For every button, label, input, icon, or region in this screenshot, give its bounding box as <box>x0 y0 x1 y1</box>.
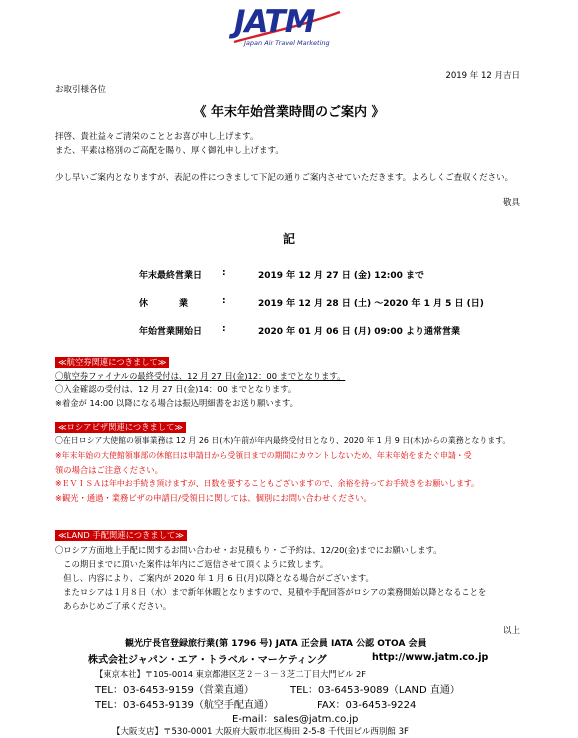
land-line-4: またロシアは１月８日（水）まで新年休暇となりますので、見積や手配回答がロシアの業務開始以降となることを <box>55 587 487 597</box>
addressee: お取引様各位 <box>55 85 107 95</box>
section-heading-visa: ≪ロシアビザ関連につきまして≫ <box>55 422 186 433</box>
land-line-3: 但し、内容により、ご案内が 2020 年 1 月 6 日(月)以降となる場合がございます。 <box>55 573 374 583</box>
schedule-colon: : <box>222 268 226 278</box>
company-name: 株式会社ジャパン・エア・トラベル・マーケティング <box>88 655 327 666</box>
intro-line-1: 拝啓、貴社益々ご清栄のこととお喜び申し上げます。 <box>55 132 259 142</box>
logo-wordmark: JATM <box>234 4 315 40</box>
schedule-label-last-day: 年末最終営業日 <box>139 271 203 281</box>
land-line-1: 〇ロシア方面地上手配に関するお問い合わせ・お見積もり・ご予約は、12/20(金)までにお願いします。 <box>55 545 442 555</box>
yijo: 以上 <box>502 626 520 636</box>
schedule-colon: : <box>222 296 226 306</box>
fax: FAX：03-6453-9224 <box>317 700 417 711</box>
jatm-logo <box>232 6 344 50</box>
schedule-label-closed: 休 業 <box>139 299 190 309</box>
email[interactable]: E-mail：sales@jatm.co.jp <box>232 714 359 725</box>
schedule-value-last-day: 2019 年 12 月 27 日 (金) 12:00 まで <box>258 271 425 281</box>
ki-heading: 記 <box>282 232 295 246</box>
visa-line-1: 〇在日ロシア大使館の領事業務は 12 月 26 日(木)午前が年内最終受付日となり、2020 年 1 月 9 日(木)からの業務となります。 <box>55 436 511 445</box>
air-line-2: 〇入金確認の受付は、12 月 27 日(金)14：00 までとなります。 <box>55 384 297 394</box>
visa-line-4: ※ＥＶＩＳＡは年中お手続き頂けますが、日数を要することもございますので、余裕を持ってお手続きをお願いします。 <box>55 479 480 488</box>
logo-tagline: Japan Air Travel Marketing <box>244 39 330 47</box>
page-title: 《 年末年始営業時間のご案内 》 <box>193 105 385 120</box>
issue-date: 2019 年 12 月吉日 <box>445 71 520 81</box>
visa-line-5: ※観光・通過・業務ビザの申請日/受領日に関しては、個別にお問い合わせください。 <box>55 493 372 503</box>
schedule-value-reopen: 2020 年 01 月 06 日 (月) 09:00 より通常営業 <box>258 327 461 337</box>
section-heading-land: ≪LAND 手配関連につきまして≫ <box>55 530 187 541</box>
schedule-colon: : <box>222 324 226 334</box>
schedule-label-reopen: 年始営業開始日 <box>139 327 203 337</box>
visa-line-2: ※年末年始の大使館領事部の休館日は申請日から受領日までの期間にカウントしないため、年末年始をまたぐ申請・受 <box>55 451 472 460</box>
air-line-3: ※着金が 14:00 以降になる場合は振込明細書をお送り願います。 <box>55 398 298 408</box>
hq-address: 【東京本社】〒105-0014 東京都港区芝２－３－３芝二丁目大門ビル 2F <box>95 669 366 679</box>
tel-air: TEL：03-6453-9139（航空手配直通） <box>95 700 274 711</box>
section-heading-air: ≪航空券関連につきまして≫ <box>55 357 169 368</box>
company-url[interactable]: http://www.jatm.co.jp <box>372 652 489 663</box>
land-line-5: あらかじめご了承ください。 <box>55 601 172 611</box>
air-line-1: 〇航空券ファイナルの最終受付は、12 月 27 日(金)12：00 までとなります。 <box>55 371 346 381</box>
tel-sales: TEL：03-6453-9159（営業直通） <box>95 685 254 696</box>
tel-land: TEL：03-6453-9089（LAND 直通） <box>290 685 460 696</box>
intro-line-3: 少し早いご案内となりますが、表記の件につきまして下記の通りご案内させていただきます。よろしくご査収ください。 <box>55 173 514 183</box>
closing-keigu: 敬具 <box>502 198 520 208</box>
osaka-branch: 【大阪支店】〒530-0001 大阪府大阪市北区梅田 2-5-8 千代田ビル西別館 3F <box>112 727 409 737</box>
land-line-2: この期日までに頂いた案件は年内にご返信させて頂くように致します。 <box>55 559 329 569</box>
schedule-value-closed: 2019 年 12 月 28 日 (土) ～2020 年 1 月 5 日 (日) <box>258 299 484 309</box>
registration-info: 観光庁長官登録旅行業(第 1796 号) JATA 正会員 IATA 公認 OTOA 会員 <box>125 639 427 649</box>
visa-line-3: 領の場合はご注意ください。 <box>55 465 163 475</box>
intro-line-2: また、平素は格別のご高配を賜り、厚く御礼申し上げます。 <box>55 146 284 156</box>
